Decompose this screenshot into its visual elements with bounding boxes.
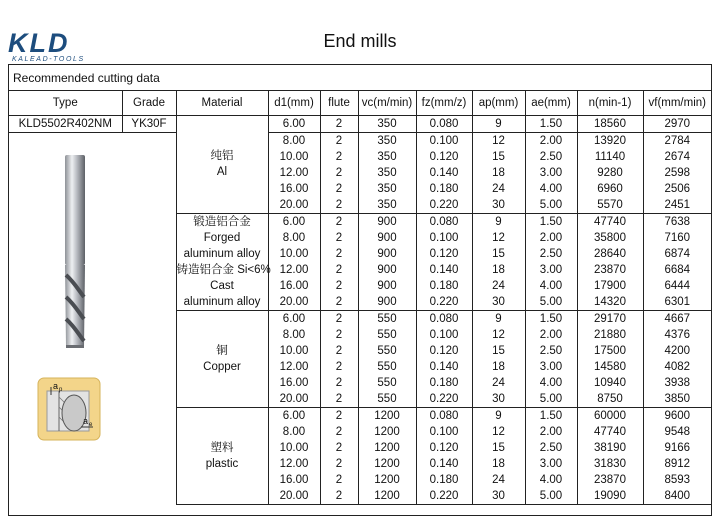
cell-d1: 10.00 — [268, 440, 320, 456]
cell-n: 38190 — [577, 440, 643, 456]
cell-ae: 1.50 — [525, 310, 577, 327]
material-label-line: Cast — [210, 279, 234, 292]
cell-n: 23870 — [577, 472, 643, 488]
cell-vc: 900 — [358, 246, 416, 262]
table-row — [9, 115, 711, 132]
cell-fz: 0.120 — [416, 440, 472, 456]
cell-flute: 2 — [320, 181, 358, 197]
material-label-line — [177, 327, 268, 343]
cell-ae: 4.00 — [525, 278, 577, 294]
cell-d1: 8.00 — [268, 132, 320, 149]
cell-fz: 0.100 — [416, 132, 472, 149]
cell-vf: 9600 — [643, 407, 711, 424]
cell-vf: 6444 — [643, 278, 711, 294]
cell-fz: 0.120 — [416, 343, 472, 359]
cell-fz: 0.080 — [416, 310, 472, 327]
cell-fz: 0.140 — [416, 165, 472, 181]
cell-n: 5570 — [577, 197, 643, 214]
material-cell — [176, 407, 268, 504]
cell-ap: 30 — [472, 391, 525, 408]
cell-vf: 4082 — [643, 359, 711, 375]
cell-n: 10940 — [577, 375, 643, 391]
cell-ae: 5.00 — [525, 294, 577, 311]
cell-vc: 350 — [358, 181, 416, 197]
cell-vc: 350 — [358, 197, 416, 214]
cell-fz: 0.080 — [416, 115, 472, 132]
cell-ae: 2.00 — [525, 230, 577, 246]
material-label-line — [177, 180, 268, 196]
cell-n: 9280 — [577, 165, 643, 181]
cell-vc: 550 — [358, 327, 416, 343]
cell-n: 23870 — [577, 262, 643, 278]
cell-fz: 0.220 — [416, 488, 472, 505]
page-title: End mills — [323, 31, 397, 51]
end-mill-icon — [55, 151, 95, 351]
svg-text:a: a — [53, 380, 59, 391]
svg-text:a: a — [83, 415, 89, 426]
section-title: Recommended cutting data — [9, 65, 711, 91]
product-type: KLD5502R402NM — [9, 115, 122, 132]
cell-ae: 2.00 — [525, 132, 577, 149]
cell-d1: 12.00 — [268, 456, 320, 472]
cell-ap: 30 — [472, 294, 525, 311]
cell-vc: 550 — [358, 310, 416, 327]
cell-n: 17900 — [577, 278, 643, 294]
material-label-line — [177, 375, 268, 391]
cell-d1: 16.00 — [268, 472, 320, 488]
table-row — [9, 132, 711, 149]
cell-d1: 16.00 — [268, 181, 320, 197]
cell-vc: 900 — [358, 230, 416, 246]
cell-ap: 24 — [472, 375, 525, 391]
cell-ae: 1.50 — [525, 115, 577, 132]
material-label-line — [177, 132, 268, 148]
cell-vc: 1200 — [358, 456, 416, 472]
cell-vf: 9548 — [643, 424, 711, 440]
cell-fz: 0.140 — [416, 456, 472, 472]
cell-n: 14580 — [577, 359, 643, 375]
cell-vc: 550 — [358, 391, 416, 408]
cell-n: 47740 — [577, 213, 643, 230]
cell-vc: 1200 — [358, 472, 416, 488]
cell-flute: 2 — [320, 310, 358, 327]
cell-vc: 900 — [358, 278, 416, 294]
cell-fz: 0.120 — [416, 149, 472, 165]
cell-n: 18560 — [577, 115, 643, 132]
cell-n: 29170 — [577, 310, 643, 327]
cell-ap: 9 — [472, 407, 525, 424]
material-label-line — [177, 488, 268, 504]
cell-ae: 2.00 — [525, 424, 577, 440]
cell-flute: 2 — [320, 424, 358, 440]
cell-d1: 6.00 — [268, 407, 320, 424]
col-header-material: Material — [176, 91, 268, 115]
cell-ae: 5.00 — [525, 197, 577, 214]
cell-vf: 9166 — [643, 440, 711, 456]
cell-d1: 6.00 — [268, 115, 320, 132]
cell-vc: 550 — [358, 343, 416, 359]
cell-flute: 2 — [320, 262, 358, 278]
material-label-line: Al — [216, 166, 228, 178]
cell-vc: 350 — [358, 132, 416, 149]
cell-vc: 550 — [358, 375, 416, 391]
cell-flute: 2 — [320, 472, 358, 488]
cell-flute: 2 — [320, 488, 358, 505]
cell-vc: 1200 — [358, 407, 416, 424]
cell-ap: 12 — [472, 327, 525, 343]
cutting-data-table — [9, 91, 711, 505]
material-label-line: 塑料 — [210, 441, 234, 454]
material-label-line — [177, 116, 268, 132]
cell-fz: 0.180 — [416, 375, 472, 391]
col-header-vc: vc(m/min) — [358, 91, 416, 115]
cell-fz: 0.120 — [416, 246, 472, 262]
cell-fz: 0.140 — [416, 262, 472, 278]
cell-fz: 0.140 — [416, 359, 472, 375]
cell-flute: 2 — [320, 391, 358, 408]
material-label-line: plastic — [205, 457, 239, 470]
cell-vc: 350 — [358, 165, 416, 181]
cell-vf: 2506 — [643, 181, 711, 197]
cell-flute: 2 — [320, 359, 358, 375]
cell-ae: 2.50 — [525, 343, 577, 359]
col-header-type: Type — [9, 91, 122, 115]
cell-ap: 30 — [472, 488, 525, 505]
material-label-line: aluminum alloy — [183, 247, 261, 260]
cell-d1: 20.00 — [268, 488, 320, 505]
cell-ap: 12 — [472, 230, 525, 246]
cell-d1: 10.00 — [268, 246, 320, 262]
cell-d1: 12.00 — [268, 165, 320, 181]
cell-ap: 30 — [472, 197, 525, 214]
col-header-grade: Grade — [122, 91, 176, 115]
cell-n: 21880 — [577, 327, 643, 343]
cell-flute: 2 — [320, 375, 358, 391]
cell-ae: 4.00 — [525, 472, 577, 488]
cell-flute: 2 — [320, 246, 358, 262]
logo-sub-text: KALEAD-TOOLS — [12, 56, 85, 63]
cell-fz: 0.080 — [416, 407, 472, 424]
cell-ae: 1.50 — [525, 213, 577, 230]
material-label-line: 纯铝 — [210, 150, 234, 162]
material-cell — [176, 115, 268, 213]
material-label-line: Forged — [203, 231, 241, 244]
cell-ap: 18 — [472, 456, 525, 472]
cell-ap: 9 — [472, 213, 525, 230]
cell-ap: 9 — [472, 115, 525, 132]
cutting-data-sheet — [8, 64, 712, 516]
cell-vf: 7638 — [643, 213, 711, 230]
cell-vf: 2784 — [643, 132, 711, 149]
cell-vf: 7160 — [643, 230, 711, 246]
svg-text:e: e — [89, 421, 93, 428]
cell-n: 28640 — [577, 246, 643, 262]
col-header-ae: ae(mm) — [525, 91, 577, 115]
cell-vc: 900 — [358, 294, 416, 311]
cell-flute: 2 — [320, 294, 358, 311]
cell-vf: 6301 — [643, 294, 711, 311]
cell-fz: 0.180 — [416, 278, 472, 294]
material-label-line — [177, 196, 268, 212]
cell-n: 47740 — [577, 424, 643, 440]
cell-n: 6960 — [577, 181, 643, 197]
cell-ap: 24 — [472, 278, 525, 294]
cell-ae: 5.00 — [525, 391, 577, 408]
cell-fz: 0.220 — [416, 294, 472, 311]
cell-flute: 2 — [320, 456, 358, 472]
col-header-ap: ap(mm) — [472, 91, 525, 115]
table-body — [9, 115, 711, 504]
product-grade: YK30F — [122, 115, 176, 132]
cell-d1: 20.00 — [268, 391, 320, 408]
cell-flute: 2 — [320, 115, 358, 132]
cell-d1: 6.00 — [268, 213, 320, 230]
cell-flute: 2 — [320, 213, 358, 230]
cell-vc: 1200 — [358, 440, 416, 456]
cell-ae: 2.50 — [525, 246, 577, 262]
cell-vf: 6874 — [643, 246, 711, 262]
cell-ae: 2.50 — [525, 440, 577, 456]
cell-ae: 3.00 — [525, 262, 577, 278]
cell-vf: 8400 — [643, 488, 711, 505]
cell-ae: 3.00 — [525, 359, 577, 375]
col-header-vf: vf(mm/min) — [643, 91, 711, 115]
cell-ap: 15 — [472, 246, 525, 262]
cell-d1: 16.00 — [268, 375, 320, 391]
cell-flute: 2 — [320, 343, 358, 359]
cell-n: 8750 — [577, 391, 643, 408]
cell-d1: 8.00 — [268, 230, 320, 246]
cell-d1: 10.00 — [268, 343, 320, 359]
cell-flute: 2 — [320, 197, 358, 214]
cell-ap: 18 — [472, 359, 525, 375]
cell-flute: 2 — [320, 327, 358, 343]
cell-n: 35800 — [577, 230, 643, 246]
cell-n: 60000 — [577, 407, 643, 424]
svg-text:p: p — [59, 386, 63, 393]
tool-illustration-cell — [9, 132, 176, 504]
cell-d1: 8.00 — [268, 424, 320, 440]
header-row — [9, 91, 711, 115]
cell-vc: 550 — [358, 359, 416, 375]
cell-n: 31830 — [577, 456, 643, 472]
material-cell — [176, 213, 271, 310]
cell-d1: 12.00 — [268, 262, 320, 278]
cell-vf: 2451 — [643, 197, 711, 214]
cell-fz: 0.100 — [416, 230, 472, 246]
cell-vc: 900 — [358, 213, 416, 230]
cell-vc: 350 — [358, 149, 416, 165]
cell-ae: 1.50 — [525, 407, 577, 424]
material-label-line — [177, 391, 268, 407]
cell-vf: 6684 — [643, 262, 711, 278]
cell-vf: 8593 — [643, 472, 711, 488]
cell-d1: 20.00 — [268, 197, 320, 214]
cell-n: 14320 — [577, 294, 643, 311]
cell-n: 19090 — [577, 488, 643, 505]
cell-ap: 9 — [472, 310, 525, 327]
cell-d1: 16.00 — [268, 278, 320, 294]
material-label-line: Copper — [203, 360, 241, 373]
cell-vf: 3850 — [643, 391, 711, 408]
cell-ae: 4.00 — [525, 375, 577, 391]
cell-vf: 8912 — [643, 456, 711, 472]
cell-ae: 3.00 — [525, 456, 577, 472]
cell-fz: 0.080 — [416, 213, 472, 230]
cell-ae: 2.50 — [525, 149, 577, 165]
cell-vf: 3938 — [643, 375, 711, 391]
cell-fz: 0.100 — [416, 424, 472, 440]
cell-n: 11140 — [577, 149, 643, 165]
cell-ap: 12 — [472, 424, 525, 440]
col-header-flute: flute — [320, 91, 358, 115]
cell-d1: 12.00 — [268, 359, 320, 375]
cell-n: 13920 — [577, 132, 643, 149]
cell-flute: 2 — [320, 165, 358, 181]
cell-vc: 350 — [358, 115, 416, 132]
cell-flute: 2 — [320, 149, 358, 165]
material-cell — [176, 310, 268, 407]
cell-ap: 24 — [472, 472, 525, 488]
cutting-depth-diagram-icon — [37, 377, 101, 441]
cell-flute: 2 — [320, 132, 358, 149]
cell-fz: 0.220 — [416, 391, 472, 408]
cell-d1: 8.00 — [268, 327, 320, 343]
material-label-line: 铜 — [216, 344, 228, 357]
cell-ae: 4.00 — [525, 181, 577, 197]
cell-fz: 0.180 — [416, 472, 472, 488]
cell-fz: 0.180 — [416, 181, 472, 197]
cell-d1: 6.00 — [268, 310, 320, 327]
material-label-line — [177, 311, 268, 327]
material-label-line — [177, 472, 268, 488]
cell-vc: 1200 — [358, 488, 416, 505]
cell-ae: 3.00 — [525, 165, 577, 181]
cell-ap: 12 — [472, 132, 525, 149]
cell-vf: 2674 — [643, 149, 711, 165]
cell-flute: 2 — [320, 440, 358, 456]
material-label-line: 铸造铝合金 Si<6% — [176, 263, 271, 276]
cell-flute: 2 — [320, 230, 358, 246]
col-header-d1: d1(mm) — [268, 91, 320, 115]
material-label-line: aluminum alloy — [183, 295, 261, 308]
cell-flute: 2 — [320, 278, 358, 294]
cell-vf: 2970 — [643, 115, 711, 132]
cell-ap: 18 — [472, 262, 525, 278]
logo-main-text: KLD — [8, 28, 70, 58]
col-header-n: n(min-1) — [577, 91, 643, 115]
cell-ae: 2.00 — [525, 327, 577, 343]
cell-fz: 0.220 — [416, 197, 472, 214]
cell-vc: 1200 — [358, 424, 416, 440]
material-label-line — [177, 408, 268, 424]
cell-ap: 15 — [472, 343, 525, 359]
cell-d1: 10.00 — [268, 149, 320, 165]
cell-d1: 20.00 — [268, 294, 320, 311]
cell-ap: 15 — [472, 440, 525, 456]
cell-fz: 0.100 — [416, 327, 472, 343]
cell-vf: 4200 — [643, 343, 711, 359]
cell-flute: 2 — [320, 407, 358, 424]
cell-vf: 4667 — [643, 310, 711, 327]
cell-vf: 2598 — [643, 165, 711, 181]
material-label-line — [177, 424, 268, 440]
page-header — [0, 0, 720, 66]
cell-vf: 4376 — [643, 327, 711, 343]
cell-ae: 5.00 — [525, 488, 577, 505]
cell-ap: 18 — [472, 165, 525, 181]
col-header-fz: fz(mm/z) — [416, 91, 472, 115]
cell-ap: 24 — [472, 181, 525, 197]
cell-n: 17500 — [577, 343, 643, 359]
material-label-line: 锻造铝合金 — [193, 215, 251, 228]
cell-ap: 15 — [472, 149, 525, 165]
cell-vc: 900 — [358, 262, 416, 278]
